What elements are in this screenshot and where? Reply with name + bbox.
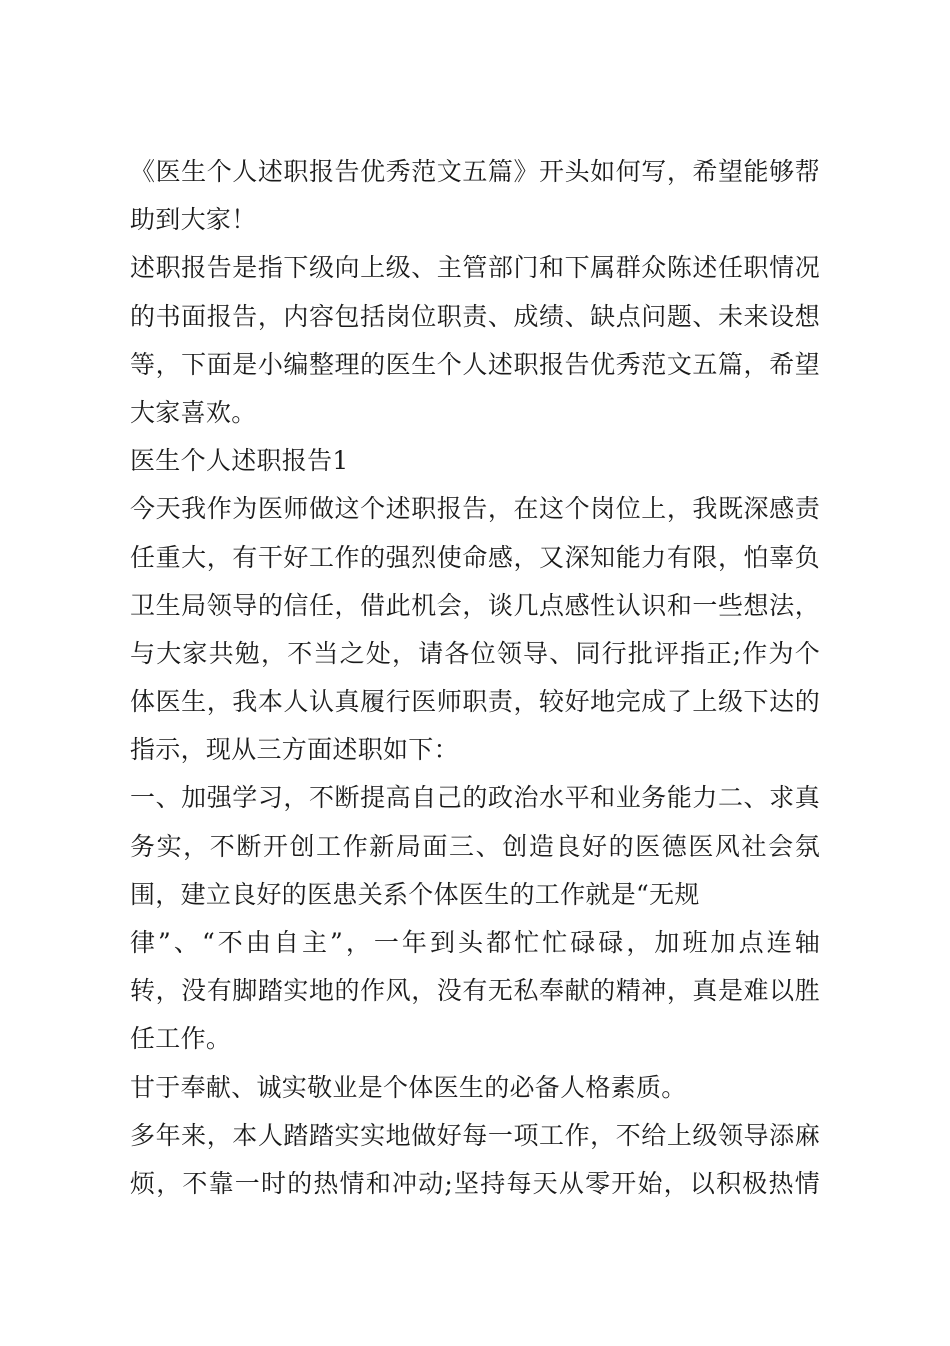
text-line: 指示，现从三方面述职如下：	[130, 735, 459, 765]
text-line: 任重大，有干好工作的强烈使命感，又深知能力有限，怕辜负	[130, 542, 820, 572]
text-line: 的书面报告，内容包括岗位职责、成绩、缺点问题、未来设想	[130, 301, 820, 331]
text-line: 大家喜欢。	[130, 397, 257, 427]
text-line: 围，建立良好的医患关系个体医生的工作就是“无规	[130, 879, 700, 909]
text-line: 务实，不断开创工作新局面三、创造良好的医德医风社会氛	[130, 831, 820, 861]
text-line: 一、加强学习，不断提高自己的政治水平和业务能力二、求真	[130, 783, 820, 813]
text-line: 律”、“不由自主”，一年到头都忙忙碌碌，加班加点连轴	[130, 928, 820, 957]
text-line: 多年来，本人踏踏实实地做好每一项工作，不给上级领导添麻	[130, 1120, 820, 1150]
text-line: 体医生，我本人认真履行医师职责，较好地完成了上级下达的	[130, 687, 820, 717]
text-line: 等，下面是小编整理的医生个人述职报告优秀范文五篇，希望	[130, 349, 820, 379]
text-line: 助到大家！	[130, 205, 257, 235]
text-line: 述职报告是指下级向上级、主管部门和下属群众陈述任职情况	[130, 253, 820, 283]
text-line: 任工作。	[130, 1024, 232, 1054]
text-line: 转，没有脚踏实地的作风，没有无私奉献的精神，真是难以胜	[130, 976, 820, 1006]
section-heading: 医生个人述职报告1	[130, 446, 349, 476]
text-line: 甘于奉献、诚实敬业是个体医生的必备人格素质。	[130, 1072, 687, 1102]
document-body	[130, 148, 820, 1208]
text-line: 与大家共勉，不当之处，请各位领导、同行批评指正;作为个	[130, 638, 820, 668]
text-line: 卫生局领导的信任，借此机会，谈几点感性认识和一些想法，	[130, 590, 820, 620]
text-line: 烦，不靠一时的热情和冲动;坚持每天从零开始，以积极热情	[130, 1168, 820, 1198]
text-line: 今天我作为医师做这个述职报告，在这个岗位上，我既深感责	[130, 494, 820, 524]
text-line: 《医生个人述职报告优秀范文五篇》开头如何写，希望能够帮	[130, 157, 820, 186]
